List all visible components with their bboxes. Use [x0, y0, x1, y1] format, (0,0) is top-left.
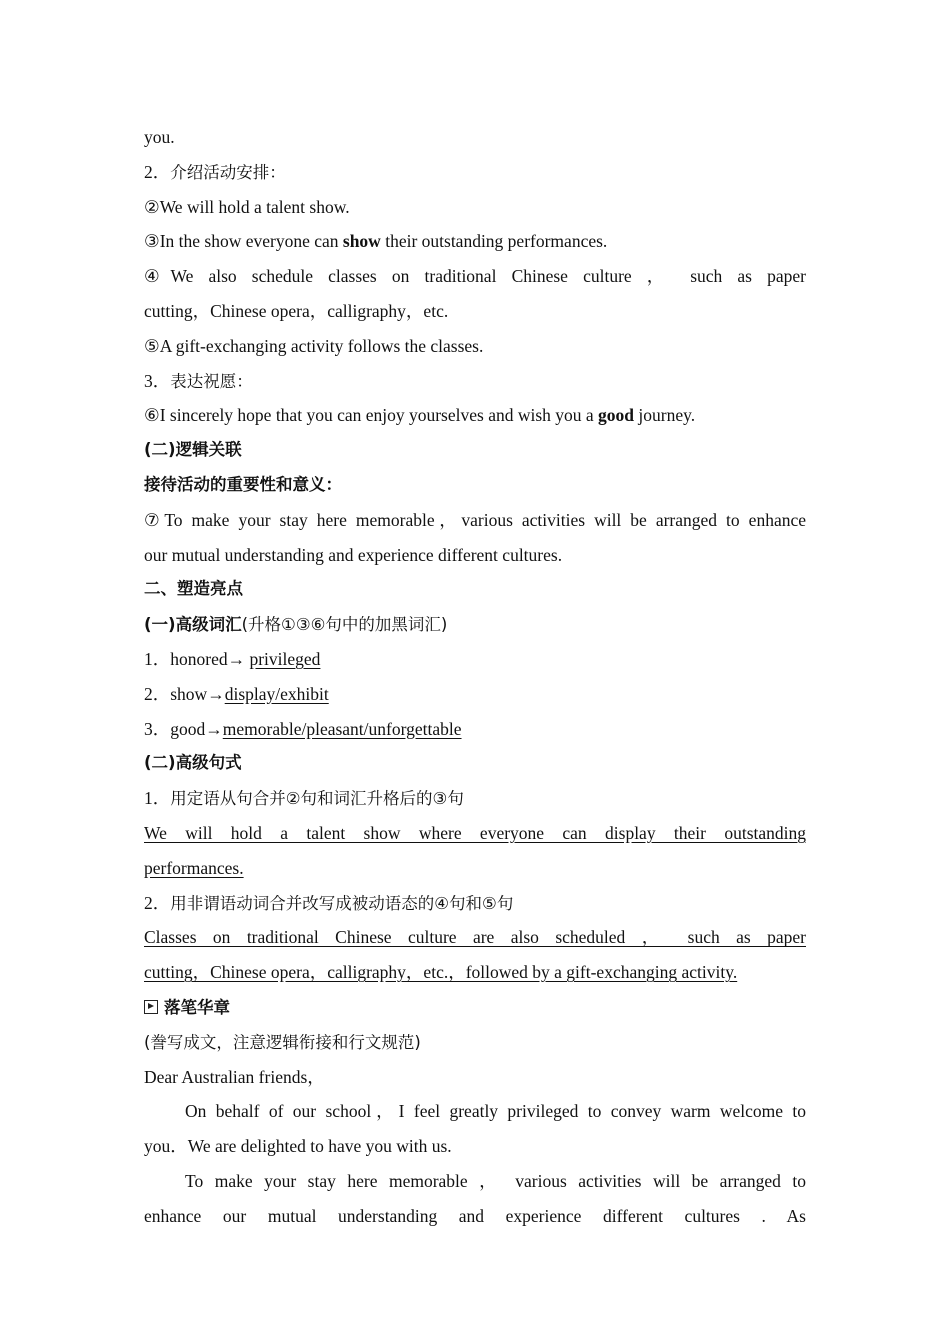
essay-p2-line2: enhance our mutual understanding and experience different cultures . As [144, 1205, 806, 1226]
bold-word: good [598, 405, 635, 426]
vocab-item-2: 2．show→display/exhibit [144, 683, 329, 704]
section-heading: 3．表达祝愿： [144, 370, 253, 391]
sentence-7-line1: ⑦To make your stay here memorable，various activities will be arranged to enhance [144, 509, 806, 530]
answer-2-line2: cutting，Chinese opera，calligraphy，etc.，followed by a gift-exchanging activity. [144, 962, 738, 983]
greeting: Dear Australian friends， [144, 1066, 325, 1087]
part-heading: 二、塑造亮点 [144, 579, 243, 599]
answer-1-line2: performances. [144, 857, 244, 878]
final-heading: 落笔华章 [144, 990, 806, 1025]
sentence-4-line2: cutting，Chinese opera，calligraphy，etc. [144, 300, 449, 321]
answer-1-line1: We will hold a talent show where everyone can display their outstanding [144, 822, 806, 843]
subheading-sentence: (二)高级句式 [144, 753, 242, 773]
question-1: 1．用定语从句合并②句和词汇升格后的③句 [144, 788, 464, 809]
section-heading [144, 155, 806, 190]
vocab-item-1: 1．honored→ privileged [144, 648, 321, 669]
essay-p1-line2: you．We are delighted to have you with us. [144, 1136, 452, 1157]
play-icon [144, 1000, 158, 1014]
bold-word: show [342, 231, 381, 252]
sentence-7-line2: our mutual understanding and experience different cultures. [144, 544, 563, 565]
vocab-item-3: 3．good→memorable/pleasant/unforgettable [144, 718, 462, 739]
answer-2-line1: Classes on traditional Chinese culture are also scheduled ， such as paper [144, 927, 806, 948]
sentence-6: ⑥I sincerely hope that you can enjoy yourselves and wish you a good journey. [144, 405, 696, 426]
answer-text: privileged [249, 648, 321, 669]
sentence-5: ⑤A gift-exchanging activity follows the classes. [144, 335, 484, 356]
sentence-4-line1: ④We also schedule classes on traditional Chinese culture ， such as paper [144, 266, 806, 287]
document-page [144, 120, 806, 1234]
essay-p2-line1: To make your stay here memorable ， various activities will be arranged to [185, 1170, 806, 1191]
final-note: (誊写成文，注意逻辑衔接和行文规范) [144, 1032, 421, 1052]
subheading-logic: (二)逻辑关联 [144, 440, 242, 460]
sentence-3: ③In the show everyone can show their outstanding performances. [144, 231, 608, 252]
answer-text: memorable/pleasant/unforgettable [222, 718, 462, 739]
heading-text: 介绍活动安排： [170, 162, 286, 182]
subheading-logic-sub: 接待活动的重要性和意义： [144, 474, 342, 494]
item-number: 2． [144, 161, 171, 182]
subheading-vocab: (一)高级词汇(升格①③⑥句中的加黑词汇) [144, 615, 448, 635]
essay-p1-line1: On behalf of our school，I feel greatly privileged to convey warm welcome to [185, 1101, 806, 1122]
sentence-2: ②We will hold a talent show. [144, 196, 350, 217]
question-2: 2．用非谓语动词合并改写成被动语态的④句和⑤句 [144, 892, 514, 913]
text-line: you. [144, 127, 175, 147]
answer-text: display/exhibit [224, 683, 329, 704]
